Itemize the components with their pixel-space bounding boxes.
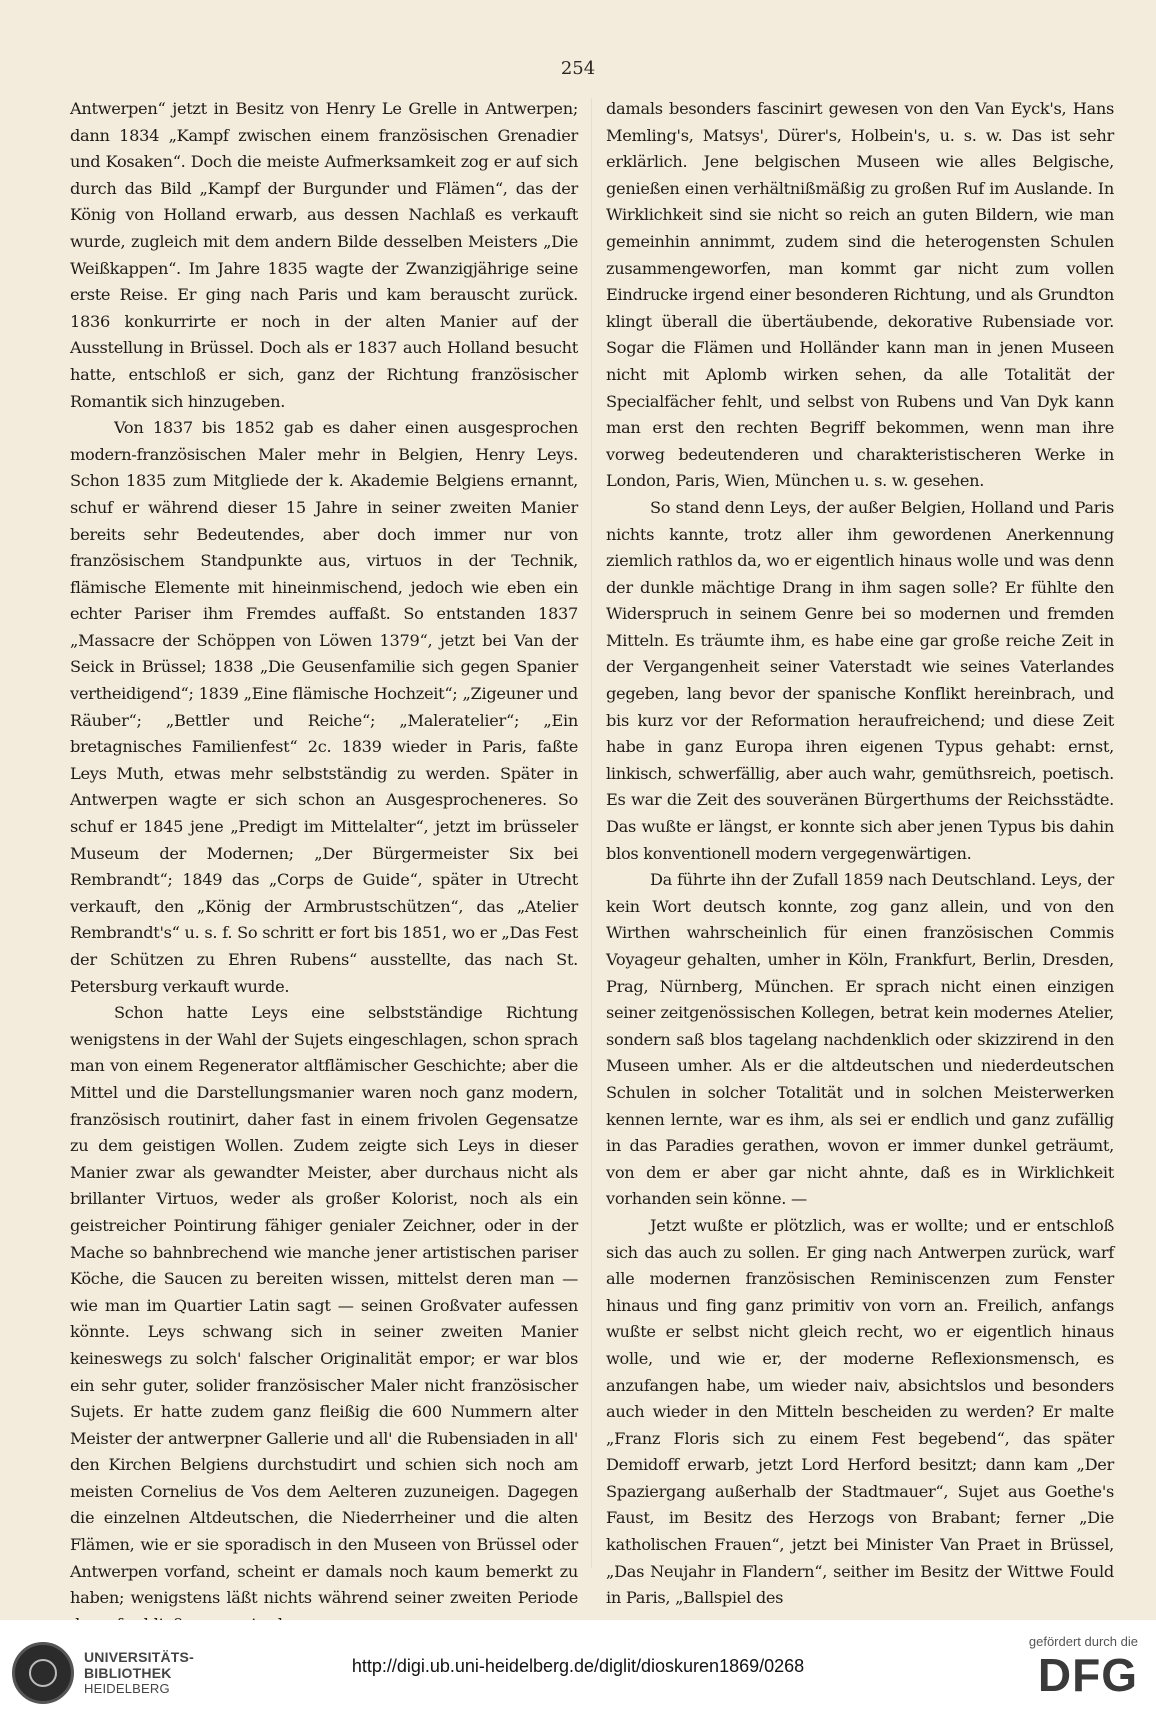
paragraph: Von 1837 bis 1852 gab es daher einen ausgesprochen modern-französischen Maler mehr in Belgien, Henry Leys. Schon 1835 zum Mitgliede der k. Akademie Belgiens ernannt, schuf er während dieser 15 Jahre in seiner zweiten Manier bereits sehr Bedeutendes, aber doch immer nur von französischem Standpunkte aus, virtuos in der Technik, flämische Elemente mit hineinmischend, jedoch wie eben ein echter Pariser ihm Fremdes auffaßt. So entstanden 1837 „Massacre der Schöppen von Löwen 1379“, jetzt bei Van der Seick in Brüssel; 1838 „Die Geusenfamilie sich gegen Spanier vertheidigend“; 1839 „Eine flämische Hochzeit“; „Zigeuner und Räuber“; „Bettler und Reiche“; „Maleratelier“; „Ein bretagnisches Familienfest“ 2c. 1839 wieder in Paris, faßte Leys Muth, etwas mehr selbstständig zu werden. Später in Antwerpen wagte er sich schon an Ausgesprocheneres. So schuf er 1845 jene „Predigt im Mittelalter“, jetzt im brüsseler Museum der Modernen; „Der Bürgermeister Six bei Rembrandt“; 1849 das „Corps de Guide“, später in Utrecht verkauft, den „König der Armbrustschützen“, das „Atelier Rembrandt's“ u. s. f. So schritt er fort bis 1851, wo er „Das Fest der Schützen zu Ehren Rubens“ ausstellte, das nach St. Petersburg verkauft wurde. bbox=[70, 418, 578, 996]
footer-bar bbox=[0, 1620, 1156, 1726]
paragraph: damals besonders fascinirt gewesen von den Van Eyck's, Hans Memling's, Matsys', Dürer's, Holbein's, u. s. w. Das ist sehr erklärlich. Jene belgischen Museen wie alles Belgische, genießen einen verhältnißmäßig zu großen Ruf im Auslande. In Wirklichkeit sind sie nicht so reich an guten Bildern, wie man gemeinhin annimmt, zudem sind die heterogensten Schulen zusammengeworfen, man kommt gar nicht zum vollen Eindrucke irgend einer besonderen Richtung, und als Grundton klingt überall die übertäubende, dekorative Rubensiade vor. Sogar die Flämen und Holländer kann man in jenen Museen nicht mit Aplomb wirken sehen, da alle Totalität der Specialfächer fehlt, und selbst von Rubens und Van Dyk kann man erst den rechten Begriff bekommen, wenn man ihre vorweg bedeutenderen und charakteristischeren Werke in London, Paris, Wien, München u. s. w. gesehen. bbox=[606, 99, 1114, 491]
paragraph: Antwerpen“ jetzt in Besitz von Henry Le Grelle in Antwerpen; dann 1834 „Kampf zwischen einem französischen Grenadier und Kosaken“. Doch die meiste Aufmerksamkeit zog er auf sich durch das Bild „Kampf der Burgunder und Flämen“, das der König von Holland erwarb, aus dessen Nachlaß es verkauft wurde, zugleich mit dem andern Bilde desselben Meisters „Die Weißkappen“. Im Jahre 1835 wagte der Zwanzigjährige seine erste Reise. Er ging nach Paris und kam berauscht zurück. 1836 konkurrirte er noch in der alten Manier auf der Ausstellung in Brüssel. Doch als er 1837 auch Holland besucht hatte, entschloß er sich, ganz der Richtung französischer Romantik sich hinzugeben. bbox=[70, 99, 578, 411]
left-column bbox=[70, 96, 578, 1608]
paragraph: Da führte ihn der Zufall 1859 nach Deutschland. Leys, der kein Wort deutsch konnte, zog ganz allein, und von den Wirthen wahrscheinlich für einen französischen Commis Voyageur gehalten, umher in Köln, Frankfurt, Berlin, Dresden, Prag, Nürnberg, München. Er sprach nicht einen einzigen seiner zeitgenössischen Kollegen, betrat kein modernes Atelier, sondern saß blos tagelang nachdenklich oder skizzirend in den Museen umher. Als er die altdeutschen und niederdeutschen Schulen in solcher Totalität und in solchen Meisterwerken kennen lernte, war es ihm, als sei er endlich und ganz zufällig in das Paradies gerathen, wovon er immer dunkel geträumt, von dem er aber gar nicht ahnte, daß es in Wirklichkeit vorhanden sein könne. — bbox=[606, 870, 1114, 1209]
permalink-url[interactable]: http://digi.ub.uni-heidelberg.de/diglit/dioskuren1869/0268 bbox=[351, 1656, 805, 1676]
library-name-line: BIBLIOTHEK bbox=[84, 1665, 172, 1681]
library-name-line: UNIVERSITÄTS- bbox=[84, 1649, 194, 1665]
right-column bbox=[606, 96, 1114, 1608]
page-number: 254 bbox=[560, 58, 596, 79]
library-city-line: HEIDELBERG bbox=[84, 1681, 170, 1696]
funder-logo[interactable] bbox=[1029, 1634, 1138, 1701]
column-gutter bbox=[591, 98, 592, 1568]
paragraph: Jetzt wußte er plötzlich, was er wollte; und er entschloß sich das auch zu sollen. Er ging nach Antwerpen zurück, warf alle modernen französischen Reminiscenzen zum Fenster hinaus und fing ganz primitiv von vorn an. Freilich, anfangs wußte er selbst nicht gleich recht, wo er eigentlich hinaus wolle, und wie er, der moderne Reflexionsmensch, es anzufangen habe, um wieder naiv, absichtslos und besonders auch wieder in den Mitteln bescheiden zu werden? Er malte „Franz Floris sich zu einem Fest begebend“, das später Demidoff erwarb, jetzt Lord Herford besitzt; dann kam „Der Spaziergang außerhalb der Stadtmauer“, Sujet aus Goethe's Faust, im Besitz des Herzogs von Brabant; ferner „Die katholischen Frauen“, jetzt bei Minister Van Praet in Brüssel, „Das Neujahr in Flandern“, seither im Besitz der Wittwe Fould in Paris, „Ballspiel des bbox=[606, 1215, 1114, 1608]
funder-caption: gefördert durch die bbox=[1028, 1634, 1138, 1649]
paragraph: Schon hatte Leys eine selbstständige Richtung wenigstens in der Wahl der Sujets eingeschlagen, schon sprach man von einem Regenerator altflämischer Geschichte; aber die Mittel und die Darstellungsmanier waren noch ganz modern, französisch routinirt, daher fast in einem frivolen Gegensatze zu dem geistigen Wollen. Zudem zeigte sich Leys in dieser Manier zwar als gewandter Meister, aber durchaus nicht als brillanter Virtuos, weder als großer Kolorist, noch als ein geistreicher Pointirung fähiger genialer Zeichner, oder in der Mache so bahnbrechend wie manche jener artistischen pariser Köche, die Saucen zu bereiten wissen, mittelst deren man — wie man im Quartier Latin sagt — seinen Großvater aufessen könnte. Leys schwang sich in seiner zweiten Manier keineswegs zu solch' falscher Originalität empor; er war blos ein sehr guter, solider französischer Maler nicht französischer Sujets. Er hatte zudem ganz fleißig die 600 Nummern alter Meister der antwerpner Gallerie und all' die Rubensiaden in all' den Kirchen Belgiens durchstudirt und schien sich noch am meisten Cornelius de Vos dem Aelteren zuzuneigen. Dagegen die einzelnen Altdeutschen, die Niederrheiner und die alten Flämen, wie er sie sporadisch in den Museen von Brüssel oder Antwerpen vorfand, scheint er damals noch kaum bemerkt zu haben; wenigstens läßt nichts während seiner zweiten Periode bbox=[70, 1003, 578, 1608]
dfg-logo-icon: DFG bbox=[1037, 1649, 1138, 1701]
paragraph: So stand denn Leys, der außer Belgien, Holland und Paris nichts kannte, trotz aller ihm gewordenen Anerkennung ziemlich rathlos da, wo er eigentlich hinaus wolle und was denn der dunkle mächtige Drang in ihm sagen solle? Er fühlte den Widerspruch in seinem Genre bei so modernen und fremden Mitteln. Es träumte ihm, es habe eine gar große reiche Zeit in der Vergangenheit seiner Vaterstadt wie seines Vaterlandes gegeben, lang bevor der spanische Konflikt hereinbrach, und bis kurz vor der Reformation heraufreichend; und diese Zeit habe in ganz Europa ihren eigenen Typus gehabt: ernst, linkisch, schwerfällig, aber auch wahr, gemüthsreich, poetisch. Es war die Zeit des souveränen Bürgerthums der Reichsstädte. Das wußte er längst, er konnte sich aber jenen Typus bis dahin blos konventionell modern vergegenwärtigen. bbox=[606, 497, 1114, 863]
